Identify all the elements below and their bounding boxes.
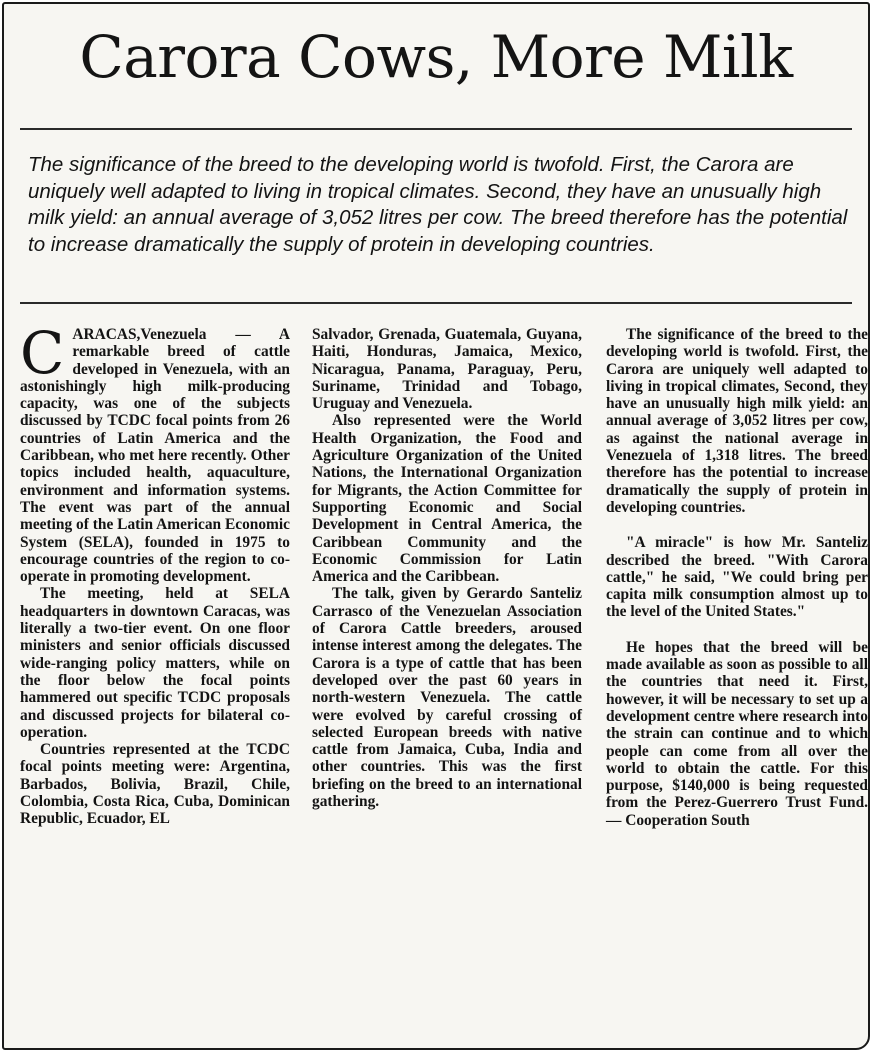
bottom-rule [20, 302, 852, 304]
paragraph: Salvador, Grenada, Guatemala, Guyana, Haiti, Honduras, Jamaica, Mexico, Nicaragua, Panama, Paraguay, Peru, Suriname, Trinidad and Tobago, Uruguay and Venezuela. [312, 326, 582, 413]
paragraph: Also represented were the World Health Organization, the Food and Agriculture Organization of the United Nations, the International Organization for Migrants, the Action Committee for Supporting Economic and Social Development in Central America, the Caribbean Community and the Economic Commission for Latin America and the Caribbean. [312, 412, 582, 586]
column-2 [312, 326, 582, 810]
paragraph: Countries represented at the TCDC focal points meeting were: Argentina, Barbados, Bolivia, Brazil, Chile, Colombia, Costa Rica, Cuba, Dominican Republic, Ecuador, EL [20, 741, 290, 828]
paragraph: "A miracle" is how Mr. Santeliz described the breed. "With Carora cattle," he said, "We could bring per capita milk consumption almost up to the level of the United States." [606, 534, 868, 621]
column-3 [606, 326, 868, 829]
paragraph: ARACAS,Venezuela — A remarkable breed of cattle developed in Venezuela, with an astonishingly high milk-producing capacity, was one of the subjects discussed by TCDC focal points from 26 countries of Latin America and the Caribbean, who met here recently. Other topics included health, aquaculture, environment and information systems. The event was part of the annual meeting of the Latin American Economic System (SELA), founded in 1975 to encourage countries of the region to co-operate in promoting development. [20, 326, 290, 586]
headline: Carora Cows, More Milk [79, 23, 793, 91]
paragraph: He hopes that the breed will be made available as soon as possible to all the countries that need it. First, however, it will be necessary to set up a development centre where research into the strain can continue and to which people can come from all over the world to obtain the cattle. For this purpose, $140,000 is being requested from the Perez-Guerrero Trust Fund. — Cooperation South [606, 638, 868, 829]
paragraph: The meeting, held at SELA headquarters in downtown Caracas, was literally a two-tier event. On one floor ministers and senior officials discussed wide-ranging policy matters, while on the floor below the focal points hammered out specific TCDC proposals and discussed projects for bilateral co-operation. [20, 585, 290, 741]
deck-summary: The significance of the breed to the developing world is twofold. First, the Carora are uniquely well adapted to living in tropical climates. Second, they have an unusually high milk yield: an annual average of 3,052 litres per cow. The breed therefore has the potential to increase dramatically the supply of protein in developing countries. [28, 153, 848, 256]
newspaper-clipping [2, 2, 870, 1050]
column-1 [20, 319, 290, 828]
drop-cap: C [20, 319, 65, 387]
paragraph: The talk, given by Gerardo Santeliz Carrasco of the Venezuelan Association of Carora Cattle breeders, aroused intense interest among the delegates. The Carora is a type of cattle that has been developed over the past 60 years in north-western Venezuela. The cattle were evolved by careful crossing of selected European breeds with native cattle from Jamaica, Cuba, India and other countries. This was the first briefing on the breed to an international gathering. [312, 585, 582, 811]
top-rule [20, 128, 852, 130]
paragraph: The significance of the breed to the developing world is twofold. First, the Carora are uniquely well adapted to living in tropical climates, Second, they have an unusually high milk yield: an annual average of 3,052 litres per cow, as against the national average in Venezuela of 1,318 litres. The breed therefore has the potential to increase dramatically the supply of protein in developing countries. [606, 326, 868, 516]
